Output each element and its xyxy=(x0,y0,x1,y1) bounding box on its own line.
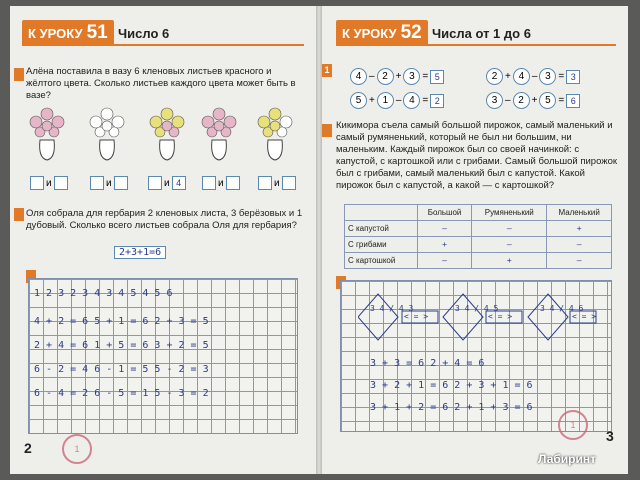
page-number: 2 xyxy=(24,440,32,456)
diamond-numbers: 3 4 / 4 3 xyxy=(370,304,414,313)
answer-pair xyxy=(90,176,128,190)
answer-box[interactable] xyxy=(202,176,216,190)
lesson-badge xyxy=(22,20,114,46)
table-cell[interactable]: – xyxy=(417,253,472,269)
number-circle: 2 xyxy=(513,92,530,109)
diamond-numbers: 3 4 / 4 5 xyxy=(455,304,499,313)
table-cell[interactable]: – xyxy=(472,221,547,237)
table-cell[interactable]: + xyxy=(417,237,472,253)
chain-equation xyxy=(350,68,444,85)
hw-line: 1 2 3 2 3 4 3 4 5 4 5 6 xyxy=(34,288,173,299)
and-label: и xyxy=(164,177,170,189)
equals: = xyxy=(558,95,565,106)
number-circle: 4 xyxy=(513,68,530,85)
and-label: и xyxy=(274,177,280,189)
task-marker xyxy=(322,124,332,137)
answer-box[interactable] xyxy=(90,176,104,190)
table-cell[interactable]: – xyxy=(547,253,612,269)
operator: + xyxy=(369,95,375,106)
hw-line: 2 + 4 = 6 1 + 5 = 6 3 + 2 = 5 xyxy=(34,340,209,351)
table-header-row xyxy=(345,205,612,221)
operator: + xyxy=(395,71,402,82)
and-label: и xyxy=(218,177,224,189)
watermark-text: Лабиринт xyxy=(538,452,597,466)
table-cell[interactable]: – xyxy=(547,237,612,253)
hw-line: 3 + 1 + 2 = 6 2 + 1 + 3 = 6 xyxy=(370,402,533,413)
operator: – xyxy=(395,95,402,106)
table-header: Большой xyxy=(417,205,472,221)
operator: + xyxy=(531,95,538,106)
task-marker xyxy=(14,208,24,221)
equals: = xyxy=(422,71,429,82)
number-circle: 2 xyxy=(377,68,394,85)
vase-leaves-image xyxy=(148,106,186,162)
diamond-numbers: 3 4 / 4 6 xyxy=(540,304,584,313)
number-circle: 3 xyxy=(539,68,556,85)
badge-prefix: К УРОКУ xyxy=(28,26,83,41)
library-stamp: 1 xyxy=(62,434,92,464)
task2-text: Оля собрала для гербария 2 кленовых листа, 3 берёзовых и 1 дубовый. Сколько всего листьев собрала Оля для гербария? xyxy=(26,208,303,231)
table-row xyxy=(345,253,612,269)
answer-pair xyxy=(148,176,186,190)
compare-signs[interactable]: < = > xyxy=(404,312,429,321)
table-header: Румяненький xyxy=(472,205,547,221)
number-circle: 5 xyxy=(539,92,556,109)
header-rule xyxy=(336,44,616,46)
number-circle: 3 xyxy=(486,92,503,109)
answer-box[interactable] xyxy=(30,176,44,190)
chain-equation xyxy=(486,92,580,109)
compare-signs[interactable]: < = > xyxy=(572,312,597,321)
answer-box[interactable] xyxy=(114,176,128,190)
hw-line: 6 - 2 = 4 6 - 1 = 5 5 - 2 = 3 xyxy=(34,364,209,375)
answer-box[interactable]: 5 xyxy=(430,70,444,84)
lesson-title: Число 6 xyxy=(118,26,170,41)
chain-equation xyxy=(486,68,580,85)
table-row xyxy=(345,221,612,237)
right-page xyxy=(322,6,628,474)
answer-box[interactable]: 4 xyxy=(172,176,186,190)
number-circle: 1 xyxy=(377,92,394,109)
operator: – xyxy=(531,71,538,82)
task-marker xyxy=(14,68,24,81)
compare-signs[interactable]: < = > xyxy=(488,312,513,321)
row-label: С грибами xyxy=(345,237,418,253)
answer-box[interactable]: 6 xyxy=(566,94,580,108)
diamond-shapes xyxy=(358,292,598,342)
answer-pair xyxy=(258,176,296,190)
hw-line: 3 + 3 = 6 2 + 4 = 6 xyxy=(370,358,485,369)
vase-leaves-image xyxy=(200,106,238,162)
header-rule xyxy=(22,44,304,46)
number-circle: 4 xyxy=(403,92,420,109)
answer-box[interactable] xyxy=(258,176,272,190)
task-marker: 1 xyxy=(322,64,332,77)
equals: = xyxy=(422,95,429,106)
badge-prefix: К УРОКУ xyxy=(342,26,397,41)
answer-box[interactable]: 3 xyxy=(566,70,580,84)
and-label: и xyxy=(46,177,52,189)
page-number: 3 xyxy=(606,428,614,444)
table-cell[interactable]: – xyxy=(472,237,547,253)
table-cell[interactable]: – xyxy=(417,221,472,237)
hw-line: 4 + 2 = 6 5 + 1 = 6 2 + 3 = 5 xyxy=(34,316,209,327)
task2-text: Кикимора съела самый большой пирожок, самый маленький и самый румяненький, который не был ни большим, ни маленьким. Каждый пирожок был со своей начинкой: с капустой, с картошкой или с грибами. Самый большой пирожок был с грибами, самый маленький был с капустой. Какой пирожок был с капустой, а какой — с картошкой? xyxy=(336,120,618,191)
number-circle: 3 xyxy=(403,68,420,85)
lesson-badge xyxy=(336,20,428,46)
chain-equation xyxy=(350,92,444,109)
answer-box[interactable]: 2 xyxy=(430,94,444,108)
hw-line: 3 + 2 + 1 = 6 2 + 3 + 1 = 6 xyxy=(370,380,533,391)
vase-leaves-image xyxy=(256,106,294,162)
pies-table xyxy=(344,204,612,269)
operator: – xyxy=(505,95,511,106)
table-row xyxy=(345,237,612,253)
number-circle: 4 xyxy=(350,68,367,85)
lesson-title: Числа от 1 до 6 xyxy=(432,26,531,41)
badge-number: 51 xyxy=(86,22,108,43)
answer-box[interactable] xyxy=(54,176,68,190)
table-cell[interactable]: + xyxy=(472,253,547,269)
operator: – xyxy=(369,71,375,82)
answer-box[interactable] xyxy=(282,176,296,190)
badge-number: 52 xyxy=(400,22,422,43)
left-page xyxy=(10,6,316,474)
number-circle: 2 xyxy=(486,68,503,85)
table-header: Маленький xyxy=(547,205,612,221)
vase-leaves-image xyxy=(28,106,66,162)
equals: = xyxy=(558,71,565,82)
answer-box[interactable] xyxy=(148,176,162,190)
table-cell[interactable]: + xyxy=(547,221,612,237)
row-label: С капустой xyxy=(345,221,418,237)
hw-line: 6 - 4 = 2 6 - 5 = 1 5 - 3 = 2 xyxy=(34,388,209,399)
row-label: С картошкой xyxy=(345,253,418,269)
answer-box[interactable] xyxy=(226,176,240,190)
number-circle: 5 xyxy=(350,92,367,109)
table-header xyxy=(345,205,418,221)
task2-answer[interactable]: 2+3+1=6 xyxy=(114,246,166,259)
vase-leaves-image xyxy=(88,106,126,162)
and-label: и xyxy=(106,177,112,189)
task1-text: Алёна поставила в вазу 6 кленовых листьев красного и жёлтого цвета. Сколько листьев каждого цвета может быть в вазе? xyxy=(26,66,296,101)
operator: + xyxy=(505,71,511,82)
answer-pair xyxy=(202,176,240,190)
answer-pair xyxy=(30,176,68,190)
library-stamp: 1 xyxy=(558,410,588,440)
exercise-grid xyxy=(28,278,298,434)
